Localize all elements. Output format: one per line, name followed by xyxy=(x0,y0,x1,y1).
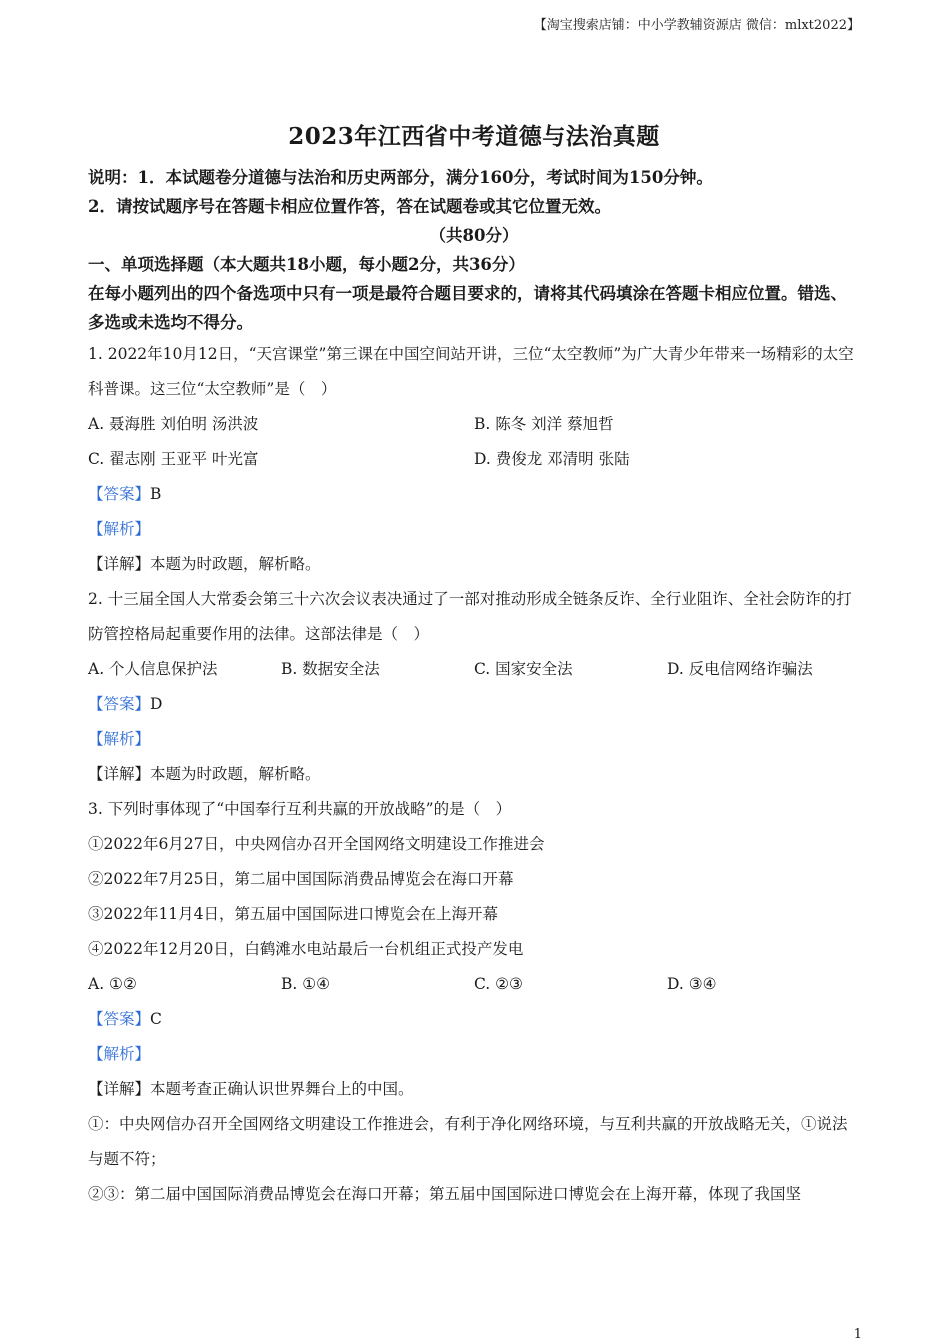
question-3-item-4: ④2022年12月20日，白鹤滩水电站最后一台机组正式投产发电 xyxy=(88,940,524,958)
detail-label: 【详解】 xyxy=(88,765,151,783)
answer-label: 【答案】 xyxy=(88,1010,151,1028)
question-3-explain-2: ②③：第二届中国国际消费品博览会在海口开幕；第五届中国国际进口博览会在上海开幕，体现了我国坚 xyxy=(88,1185,802,1203)
option-a: A. 个人信息保护法 xyxy=(88,660,218,678)
option-b: B. 数据安全法 xyxy=(281,660,380,678)
question-1-stem: 1. 2022年10月12日，“天宫课堂”第三课在中国空间站开讲，三位“太空教师”为广大青少年带来一场精彩的太空科普课。这三位“太空教师”是（ ） xyxy=(88,345,854,398)
option-c: C. ②③ xyxy=(474,975,523,993)
section-description: 在每小题列出的四个备选项中只有一项是最符合题目要求的，请将其代码填涂在答题卡相应位置。错选、多选或未选均不得分。 xyxy=(88,284,847,332)
exam-page xyxy=(88,118,860,1212)
analysis-label: 【解析】 xyxy=(88,730,151,748)
detail-text: 本题考查正确认识世界舞台上的中国。 xyxy=(150,1080,414,1098)
answer-value: D xyxy=(150,695,163,713)
option-d: D. 费俊龙 邓清明 张陆 xyxy=(474,450,630,468)
instruction-2: 2．请按试题序号在答题卡相应位置作答，答在试题卷或其它位置无效。 xyxy=(88,197,611,216)
option-d: D. ③④ xyxy=(667,975,717,993)
option-c: C. 国家安全法 xyxy=(474,660,573,678)
question-2-answer xyxy=(88,687,860,722)
question-2-analysis xyxy=(88,722,860,757)
question-3-item-2: ②2022年7月25日，第二届中国国际消费品博览会在海口开幕 xyxy=(88,870,514,888)
question-1-detail xyxy=(88,547,860,582)
question-2-options xyxy=(88,652,860,687)
question-3-options xyxy=(88,967,860,1002)
section-score: （共80分） xyxy=(429,226,519,245)
detail-label: 【详解】 xyxy=(88,555,151,573)
answer-value: C xyxy=(150,1010,162,1028)
option-b: B. 陈冬 刘洋 蔡旭哲 xyxy=(474,415,614,433)
answer-label: 【答案】 xyxy=(88,485,151,503)
detail-label: 【详解】 xyxy=(88,1080,151,1098)
detail-text: 本题为时政题，解析略。 xyxy=(150,765,321,783)
question-3-item-1: ①2022年6月27日，中央网信办召开全国网络文明建设工作推进会 xyxy=(88,835,545,853)
question-3-detail xyxy=(88,1072,860,1107)
question-1-options xyxy=(88,407,860,442)
question-2-stem: 2. 十三届全国人大常委会第三十六次会议表决通过了一部对推动形成全链条反诈、全行业阻诈、全社会防诈的打防管控格局起重要作用的法律。这部法律是（ ） xyxy=(88,590,852,643)
page-number: 1 xyxy=(853,1327,862,1342)
instruction-1: 说明：1．本试题卷分道德与法治和历史两部分，满分160分，考试时间为150分钟。 xyxy=(88,168,713,187)
question-1-options-2 xyxy=(88,442,860,477)
option-a: A. 聂海胜 刘伯明 汤洪波 xyxy=(88,415,259,433)
option-b: B. ①④ xyxy=(281,975,331,993)
question-3-analysis xyxy=(88,1037,860,1072)
question-3-answer xyxy=(88,1002,860,1037)
analysis-label: 【解析】 xyxy=(88,520,151,538)
header-note: 【淘宝搜索店铺：中小学教辅资源店 微信：mlxt2022】 xyxy=(533,18,860,33)
answer-value: B xyxy=(150,485,162,503)
section-heading: 一、单项选择题（本大题共18小题，每小题2分，共36分） xyxy=(88,255,525,274)
question-3-explain-1: ①：中央网信办召开全国网络文明建设工作推进会，有利于净化网络环境，与互利共赢的开放战略无关，①说法与题不符； xyxy=(88,1115,848,1168)
question-3-stem: 3. 下列时事体现了“中国奉行互利共赢的开放战略”的是（ ） xyxy=(88,800,512,818)
question-1-analysis xyxy=(88,512,860,547)
detail-text: 本题为时政题，解析略。 xyxy=(150,555,321,573)
page-title: 2023年江西省中考道德与法治真题 xyxy=(288,123,660,150)
answer-label: 【答案】 xyxy=(88,695,151,713)
question-1-answer xyxy=(88,477,860,512)
question-2-detail xyxy=(88,757,860,792)
option-c: C. 翟志刚 王亚平 叶光富 xyxy=(88,450,259,468)
question-3-item-3: ③2022年11月4日，第五届中国国际进口博览会在上海开幕 xyxy=(88,905,499,923)
analysis-label: 【解析】 xyxy=(88,1045,151,1063)
option-a: A. ①② xyxy=(88,975,137,993)
option-d: D. 反电信网络诈骗法 xyxy=(667,660,813,678)
